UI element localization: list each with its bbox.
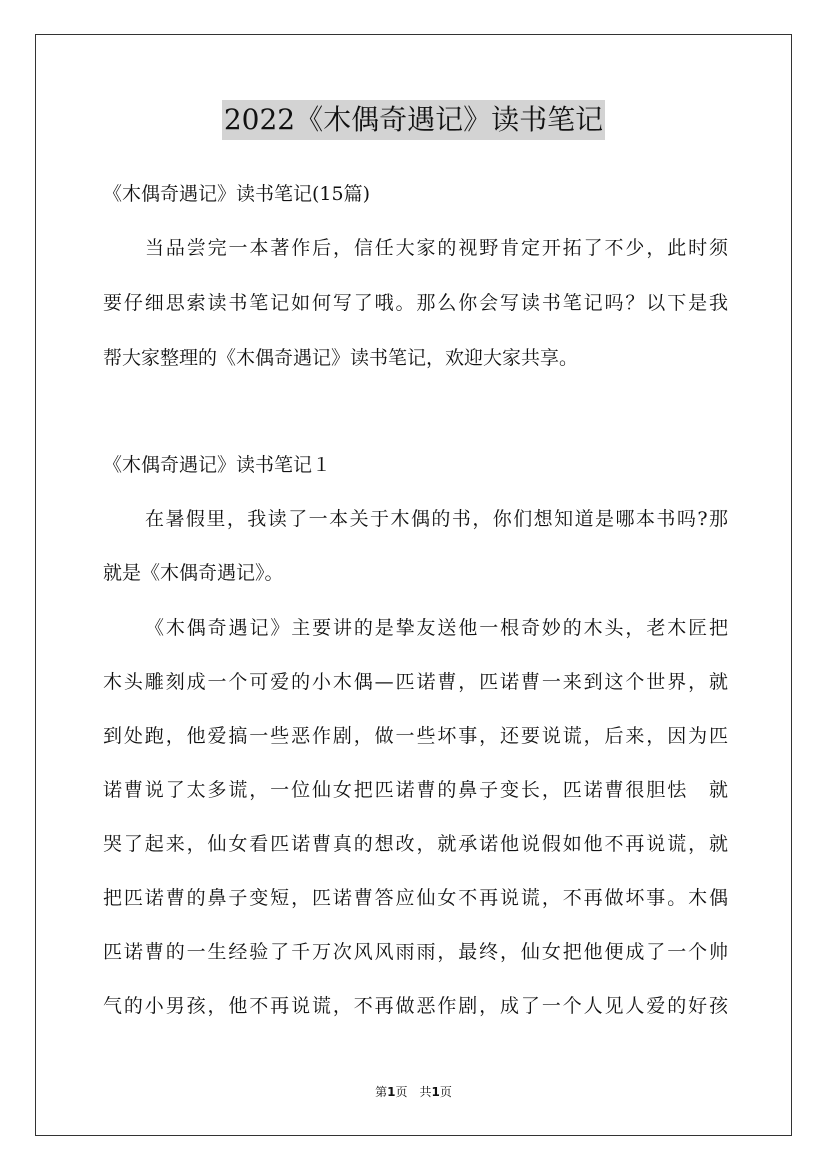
- paragraph-line: 木头雕刻成一个可爱的小木偶—匹诺曹，匹诺曹一来到这个世界，就: [103, 671, 728, 693]
- intro-line: 当品尝完一本著作后，信任大家的视野肯定开拓了不少，此时须: [145, 237, 728, 259]
- footer-mid: 页 共: [395, 1085, 432, 1099]
- footer-page-current: 1: [387, 1085, 396, 1099]
- paragraph-line: 在暑假里，我读了一本关于木偶的书，你们想知道是哪本书吗?那: [145, 508, 728, 530]
- footer-suffix: 页: [439, 1085, 452, 1099]
- title-container: [0, 100, 827, 140]
- paragraph-line: 到处跑，他爱搞一些恶作剧，做一些坏事，还要说谎，后来，因为匹: [103, 725, 728, 747]
- document-subtitle: 《木偶奇遇记》读书笔记(15篇): [103, 183, 371, 205]
- paragraph-line: 《木偶奇遇记》主要讲的是挚友送他一根奇妙的木头，老木匠把: [145, 617, 728, 639]
- section-heading: 《木偶奇遇记》读书笔记１: [103, 454, 332, 476]
- paragraph-line: 就是《木偶奇遇记》。: [103, 562, 284, 584]
- intro-line: 要仔细思索读书笔记如何写了哦。那么你会写读书笔记吗？以下是我: [103, 292, 728, 314]
- document-title: 2022《木偶奇遇记》读书笔记: [222, 100, 605, 140]
- paragraph-line: 气的小男孩，他不再说谎，不再做恶作剧，成了一个人见人爱的好孩: [103, 995, 728, 1017]
- footer-prefix: 第: [375, 1085, 388, 1099]
- paragraph-line: 诺曹说了太多谎，一位仙女把匹诺曹的鼻子变长，匹诺曹很胆怯 就: [103, 779, 728, 801]
- paragraph-line: 把匹诺曹的鼻子变短，匹诺曹答应仙女不再说谎，不再做坏事。木偶: [103, 887, 728, 909]
- paragraph-line: 哭了起来，仙女看匹诺曹真的想改，就承诺他说假如他不再说谎，就: [103, 833, 728, 855]
- paragraph-line: 匹诺曹的一生经验了千万次风风雨雨，最终，仙女把他便成了一个帅: [103, 941, 728, 963]
- page-footer: [0, 1084, 827, 1100]
- intro-line: 帮大家整理的《木偶奇遇记》读书笔记，欢迎大家共享。: [103, 347, 579, 369]
- footer-page-total: 1: [431, 1085, 440, 1099]
